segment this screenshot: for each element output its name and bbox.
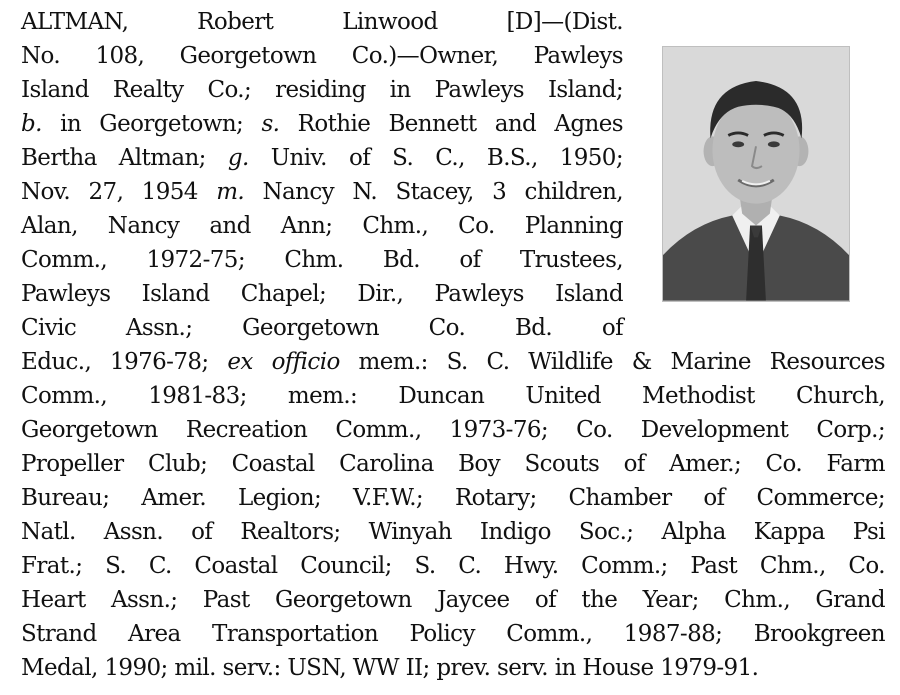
bio-line-20: Medal, 1990; mil. serv.: USN, WW II; prev. serv. in House 1979-91. [21, 655, 759, 681]
bio-line-17: Frat.; S. C. Coastal Council; S. C. Hwy. Comm.; Past Chm., Co. [21, 553, 885, 579]
portrait-photo [662, 46, 850, 302]
bio-line-6-text-b: Nancy N. Stacey, 3 children, [244, 179, 624, 205]
abbr-son-of: s. [261, 111, 280, 137]
bio-line-10: Civic Assn.; Georgetown Co. Bd. of [21, 315, 623, 341]
bio-line-4-text-b: Rothie Bennett and Agnes [279, 111, 623, 137]
bio-line-18: Heart Assn.; Past Georgetown Jaycee of the Year; Chm., Grand [21, 587, 885, 613]
bio-line-4-text-a: in Georgetown; [41, 111, 262, 137]
bio-line-11-text-b: mem.: S. C. Wildlife & Marine Resources [339, 349, 885, 375]
bio-line-11 [21, 345, 885, 379]
bio-line-5 [21, 141, 623, 175]
bio-line-13: Georgetown Recreation Comm., 1973-76; Co. Development Corp.; [21, 417, 885, 443]
bio-line-16: Natl. Assn. of Realtors; Winyah Indigo Soc.; Alpha Kappa Psi [21, 519, 885, 545]
bio-line-8: Comm., 1972-75; Chm. Bd. of Trustees, [21, 247, 623, 273]
bio-line-9: Pawleys Island Chapel; Dir., Pawleys Island [21, 281, 623, 307]
bio-line-15: Bureau; Amer. Legion; V.F.W.; Rotary; Chamber of Commerce; [21, 485, 885, 511]
bio-line-2: No. 108, Georgetown Co.)—Owner, Pawleys [21, 43, 623, 69]
abbr-graduated: g. [227, 145, 249, 171]
bio-line-1: ALTMAN, Robert Linwood [D]—(Dist. [21, 9, 623, 35]
bio-line-3: Island Realty Co.; residing in Pawleys Island; [21, 77, 623, 103]
bio-line-14: Propeller Club; Coastal Carolina Boy Scouts of Amer.; Co. Farm [21, 451, 885, 477]
bio-line-7: Alan, Nancy and Ann; Chm., Co. Planning [21, 213, 623, 239]
bio-line-12: Comm., 1981-83; mem.: Duncan United Methodist Church, [21, 383, 885, 409]
abbr-born: b. [21, 111, 42, 137]
bio-line-19: Strand Area Transportation Policy Comm., 1987-88; Brookgreen [21, 621, 885, 647]
ex-officio: ex officio [227, 349, 340, 375]
bio-line-5-text-a: Bertha Altman; [21, 145, 228, 171]
bio-line-5-text-b: Univ. of S. C., B.S., 1950; [248, 145, 623, 171]
bio-line-6 [21, 175, 623, 209]
portrait-illustration [663, 47, 849, 301]
bio-line-11-text-a: Educ., 1976-78; [21, 349, 228, 375]
abbr-married: m. [216, 179, 245, 205]
bio-line-6-text-a: Nov. 27, 1954 [21, 179, 217, 205]
bio-line-4 [21, 107, 623, 141]
